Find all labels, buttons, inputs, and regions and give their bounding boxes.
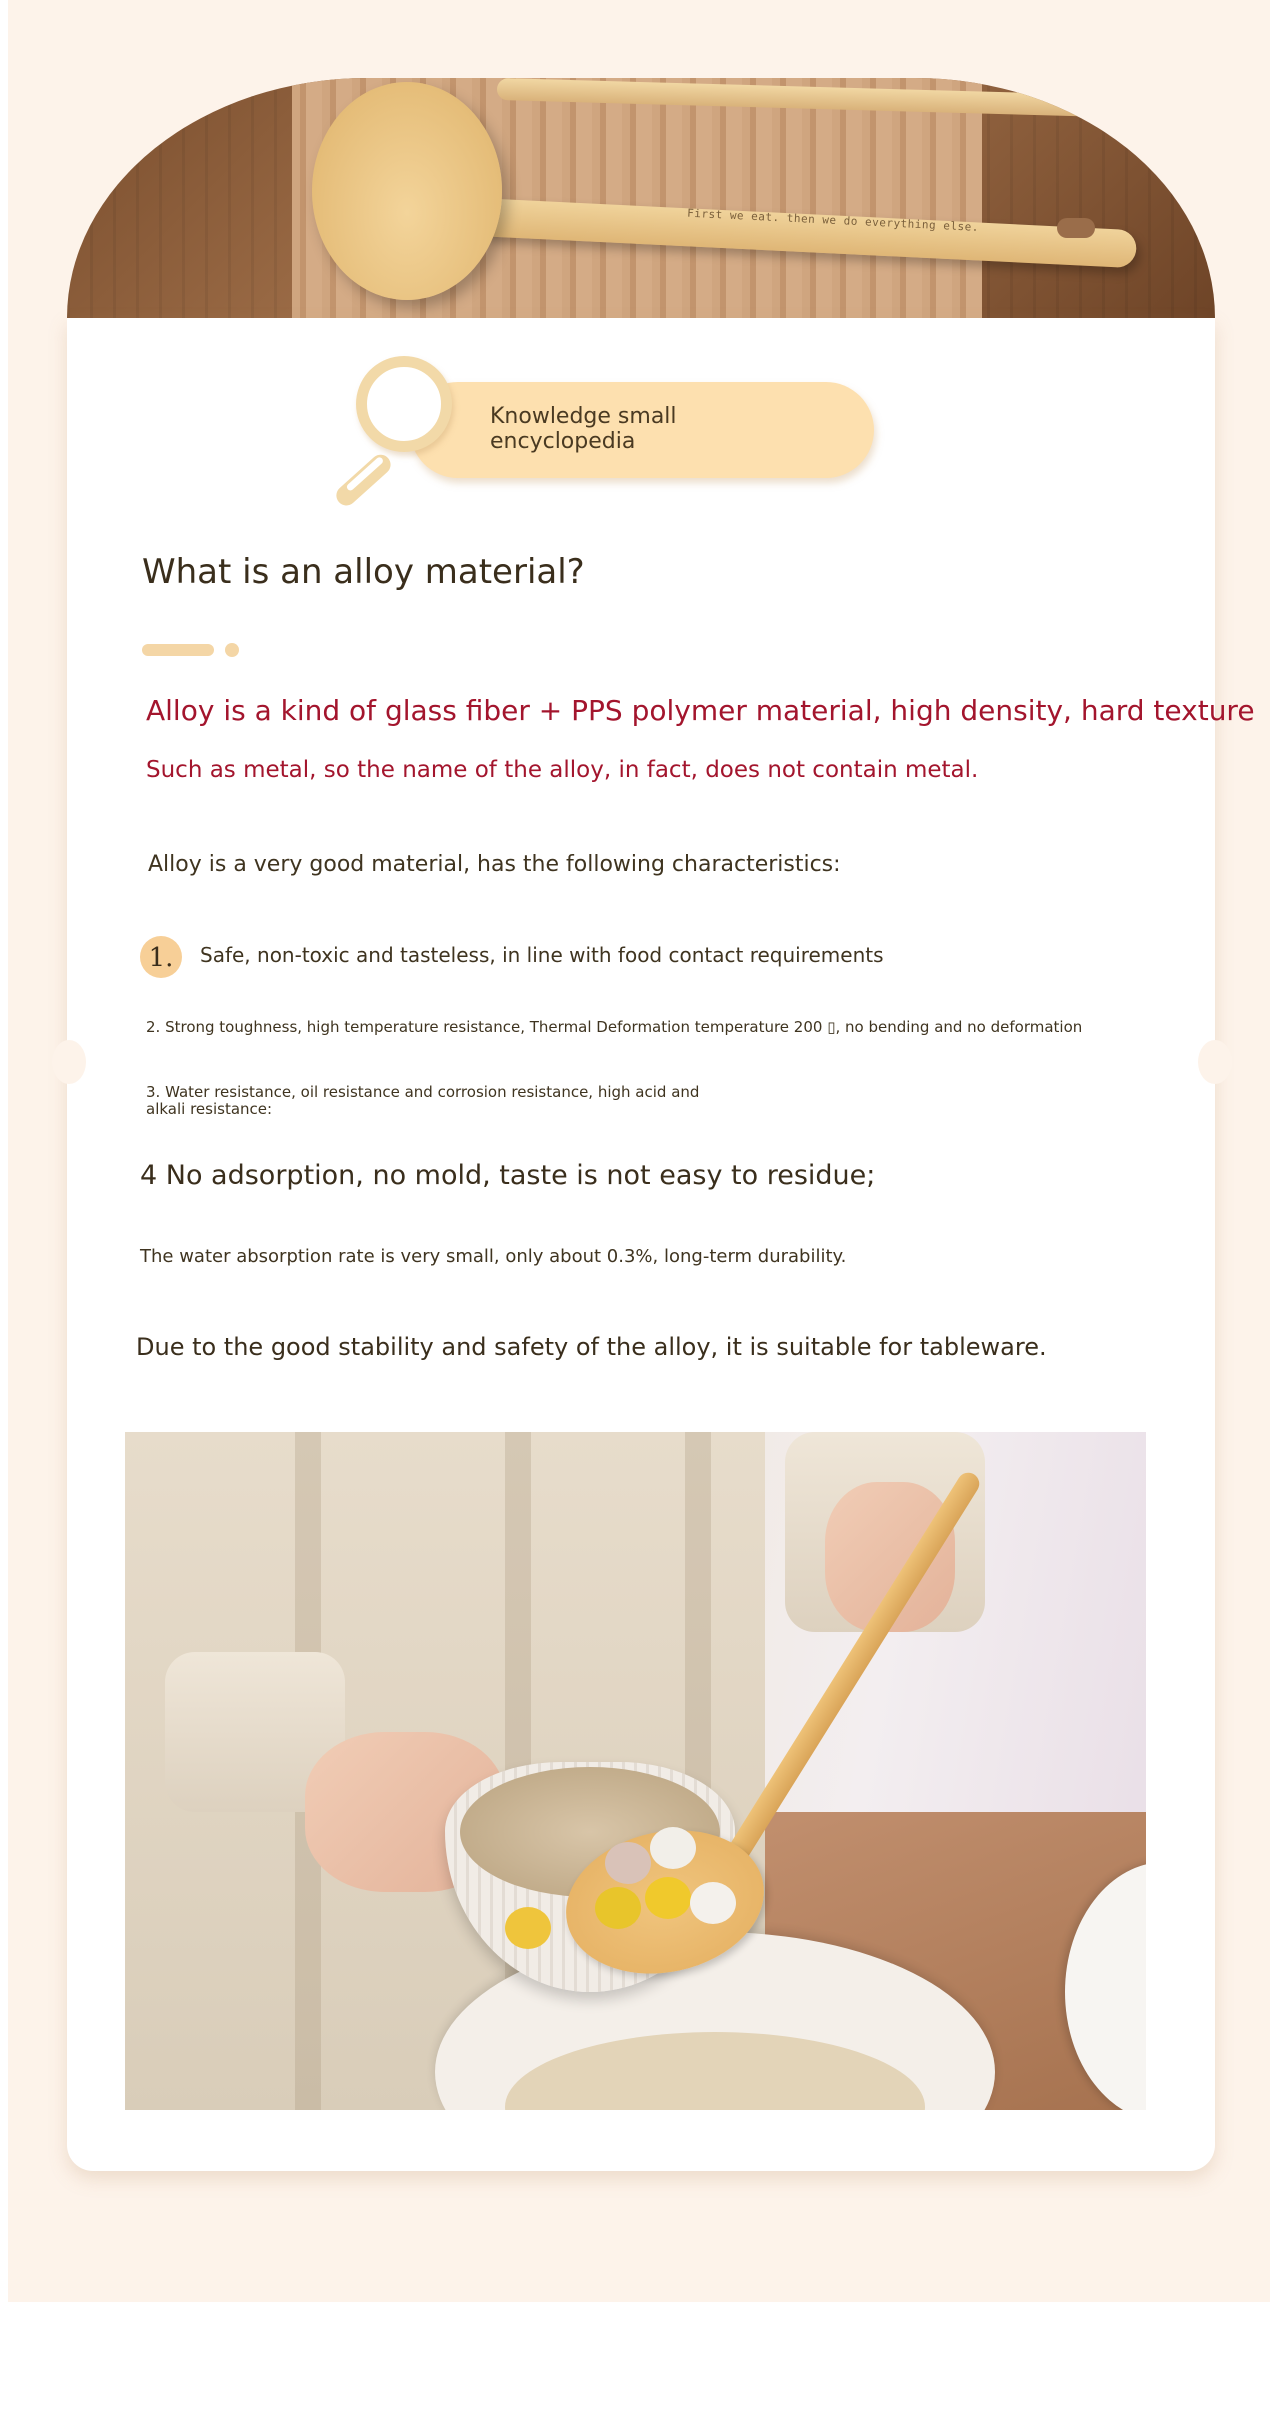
hero-ladle-photo <box>67 78 1215 318</box>
magnifying-glass-icon <box>356 356 452 452</box>
highlight-line-2: Such as metal, so the name of the alloy, in fact, does not contain metal. <box>146 757 979 783</box>
characteristics-intro: Alloy is a very good material, has the following characteristics: <box>148 852 841 877</box>
section-title: What is an alloy material? <box>142 552 585 592</box>
card-notch-right <box>1198 1040 1232 1084</box>
photo-rice-ball <box>595 1887 641 1929</box>
highlight-line-1: Alloy is a kind of glass fiber + PPS polymer material, high density, hard texture <box>146 694 1255 727</box>
photo-rice-ball <box>645 1877 691 1919</box>
photo-rice-ball <box>505 1907 551 1949</box>
characteristic-item-4-detail: The water absorption rate is very small, only about 0.3%, long-term durability. <box>140 1246 847 1267</box>
ladle-engraving: First we eat. then we do everything else. <box>686 206 980 234</box>
conclusion-text: Due to the good stability and safety of the alloy, it is suitable for tableware. <box>136 1333 1047 1361</box>
characteristic-item-1: Safe, non-toxic and tasteless, in line with food contact requirements <box>200 943 884 967</box>
item-1-number-badge: 1. <box>140 936 182 978</box>
photo-rice-ball <box>690 1882 736 1924</box>
characteristic-item-2: 2. Strong toughness, high temperature resistance, Thermal Deformation temperature 200 ▯, no bending and no deformation <box>146 1018 1083 1036</box>
badge-label: Knowledge small encyclopedia <box>490 404 677 454</box>
ladle-head <box>312 82 502 300</box>
characteristic-item-4: 4 No adsorption, no mold, taste is not easy to residue; <box>140 1160 876 1191</box>
serving-photo <box>125 1432 1146 2110</box>
title-underline-bar <box>142 644 214 656</box>
card-notch-left <box>52 1040 86 1084</box>
ladle-hang-hole <box>1057 218 1095 238</box>
title-underline-dot <box>225 643 239 657</box>
characteristic-item-3: 3. Water resistance, oil resistance and corrosion resistance, high acid and alkali resistance: <box>146 1083 700 1118</box>
photo-rice-ball <box>650 1827 696 1869</box>
photo-rice-ball <box>605 1842 651 1884</box>
